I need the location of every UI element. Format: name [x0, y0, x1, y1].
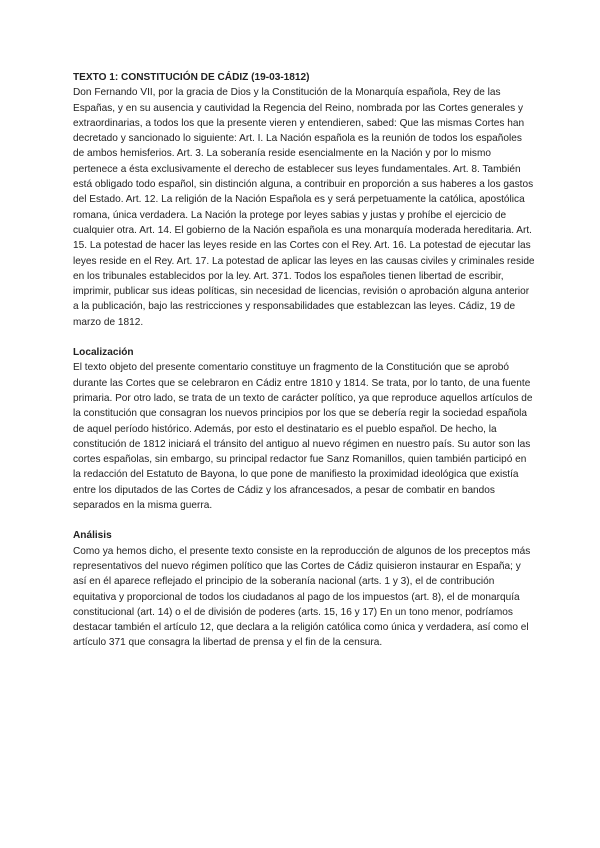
- analisis-body: Como ya hemos dicho, el presente texto consiste en la reproducción de algunos de los preceptos más representativos del nuevo régimen político que las Cortes de Cádiz quisieron instaurar en España; y así en él aparece reflejado el principio de la soberanía nacional (arts. 1 y 3), el de contribución equitativa y proporcional de todos los ciudadanos al pago de los impuestos (art. 8), el de monarquía constitucional (art. 14) o el de división de poderes (arts. 15, 16 y 17) En un tono menor, podríamos destacar también el artículo 12, que declara a la religión católica como única y verdadera, así como el artículo 371 que consagra la libertad de prensa y el fin de la censura.: [73, 545, 531, 649]
- analisis-title: Análisis: [73, 530, 112, 542]
- texto-title: TEXTO 1: CONSTITUCIÓN DE CÁDIZ (19-03-1812): [73, 72, 310, 83]
- analisis-section: [73, 528, 535, 650]
- texto-section: [73, 70, 535, 330]
- document-page: [73, 70, 535, 666]
- localizacion-section: [73, 345, 535, 513]
- texto-body: Don Fernando VII, por la gracia de Dios y la Constitución de la Monarquía española, Rey de las Españas, y en su ausencia y cautividad la Regencia del Reino, nombrada por las Cortes generales y extraordinarias, a todos los que la presente vieren y entendieren, sabed: Que las mismas Cortes han decretado y sancionado lo siguiente: Art. I. La Nación española es la reunión de todos los españoles de ambos hemisferios. Art. 3. La soberanía reside esencialmente en la Nación y por lo mismo pertenece a ésta exclusivamente el derecho de establecer sus leyes fundamentales. Art. 8. También está obligado todo español, sin distinción alguna, a contribuir en proporción a sus haberes a los gastos del Estado. Art. 12. La religión de la Nación Española es y será perpetuamente la católica, apostólica romana, única verdadera. La Nación la protege por leyes sabias y justas y prohíbe el ejercicio de cualquier otra. Art. 14. El gobierno de la Nación española es una monarquía moderada hereditaria. Art. 15. La potestad de hacer las leyes reside en las Cortes con el Rey. Art. 16. La potestad de ejecutar las leyes reside en el Rey. Art. 17. La potestad de aplicar las leyes en las causas civiles y criminales reside en los tribunales establecidos por la ley. Art. 371. Todos los españoles tienen libertad de escribir, imprimir, publicar sus ideas políticas, sin necesidad de licencias, revisión o aprobación alguna anterior a la publicación, bajo las restricciones y responsabilidades que establezcan las leyes. Cádiz, 19 de marzo de 1812.: [73, 87, 535, 328]
- localizacion-body: El texto objeto del presente comentario constituye un fragmento de la Constitución que se aprobó durante las Cortes que se celebraron en Cádiz entre 1810 y 1814. Se trata, por lo tanto, de una fuente primaria. Por otro lado, se trata de un texto de carácter político, ya que reproduce aquellos artículos de la constitución que consagran los nuevos principios por los que se debería regir la sociedad española de aquel período histórico. Además, por esto el destinatario es el pueblo español. De hecho, la constitución de 1812 iniciará el tránsito del antiguo al nuevo régimen en nuestro país. Su autor son las cortes españolas, sin embargo, su principal redactor fue Sanz Romanillos, quien también participó en la redacción del Estatuto de Bayona, lo que pone de manifiesto la proximidad ideológica que existía entre los diputados de las Cortes de Cádiz y los afrancesados, a pesar de combatir en bandos separados en la misma guerra.: [73, 362, 533, 512]
- localizacion-title: Localización: [73, 347, 134, 359]
